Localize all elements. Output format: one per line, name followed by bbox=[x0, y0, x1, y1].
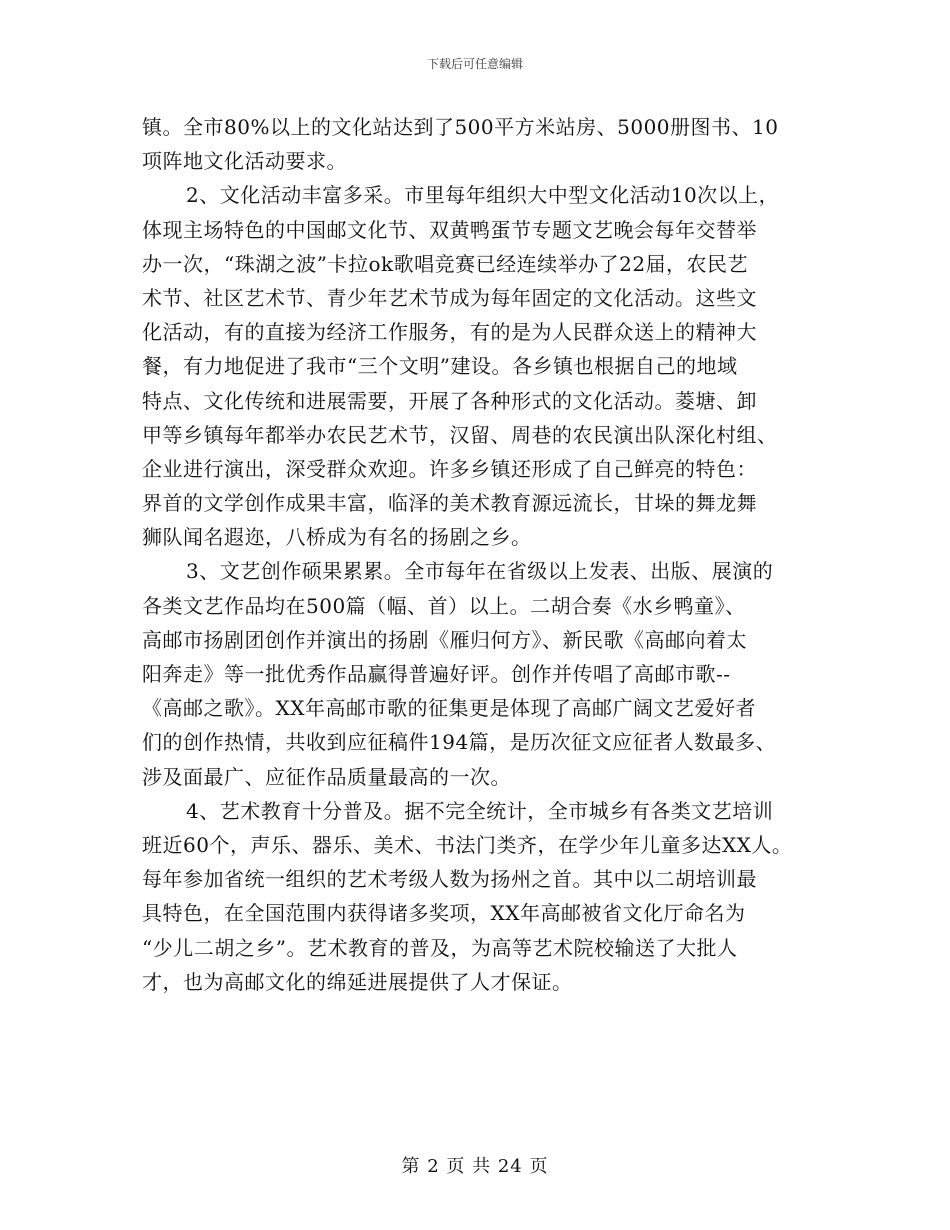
body-line: 具特色，在全国范围内获得诸多奖项，XX年高邮被省文化厅命名为 bbox=[142, 901, 746, 926]
paragraph-start-line: 3、文艺创作硕果累累。全市每年在省级以上发表、出版、展演的 bbox=[186, 559, 774, 584]
body-line: 化活动，有的直接为经济工作服务，有的是为人民群众送上的精神大 bbox=[142, 320, 757, 345]
page-number-footer: 第 2 页 共 24 页 bbox=[401, 1156, 549, 1177]
body-line: 项阵地文化活动要求。 bbox=[142, 149, 347, 174]
body-line: 班近60个，声乐、器乐、美术、书法门类齐，在学少年儿童多达XX人。 bbox=[142, 832, 793, 857]
body-line: 们的创作热情，共收到应征稿件194篇，是历次征文应征者人数最多、 bbox=[142, 730, 777, 755]
body-line: 各类文艺作品均在500篇（幅、首）以上。二胡合奏《水乡鸭童》、 bbox=[142, 593, 746, 618]
body-line: 狮队闻名遐迩，八桥成为有名的扬剧之乡。 bbox=[142, 525, 532, 550]
body-line: 界首的文学创作成果丰富，临泽的美术教育源远流长，甘垛的舞龙舞 bbox=[142, 491, 757, 516]
paragraph-start-line: 4、艺术教育十分普及。据不完全统计，全市城乡有各类文艺培训 bbox=[186, 798, 774, 823]
body-line: 术节、社区艺术节、青少年艺术节成为每年固定的文化活动。这些文 bbox=[142, 285, 757, 310]
body-line: “少儿二胡之乡”。艺术教育的普及，为高等艺术院校输送了大批人 bbox=[142, 935, 738, 960]
body-line: 每年参加省统一组织的艺术考级人数为扬州之首。其中以二胡培训最 bbox=[142, 867, 757, 892]
body-line: 才，也为高邮文化的绵延进展提供了人才保证。 bbox=[142, 969, 573, 994]
paragraph-start-line: 2、文化活动丰富多采。市里每年组织大中型文化活动10次以上， bbox=[186, 183, 780, 208]
body-line: 高邮市扬剧团创作并演出的扬剧《雁归何方》、新民歌《高邮向着太 bbox=[142, 627, 747, 652]
document-body bbox=[142, 110, 812, 999]
body-line: 阳奔走》等一批优秀作品赢得普遍好评。创作并传唱了高邮市歌-- bbox=[142, 662, 731, 686]
body-line: 体现主场特色的中国邮文化节、双黄鸭蛋节专题文艺晚会每年交替举 bbox=[142, 217, 757, 242]
body-line: 镇。全市80%以上的文化站达到了500平方米站房、5000册图书、10 bbox=[142, 115, 779, 139]
body-line: 特点、文化传统和进展需要，开展了各种形式的文化活动。菱塘、卸 bbox=[142, 388, 757, 413]
body-line: 涉及面最广、应征作品质量最高的一次。 bbox=[142, 764, 511, 789]
page-header: 下载后可任意编辑 bbox=[426, 57, 523, 71]
body-line: 办一次，“珠湖之波”卡拉ok歌唱竞赛已经连续举办了22届，农民艺 bbox=[142, 251, 749, 276]
body-line: 甲等乡镇每年都举办农民艺术节，汉留、周巷的农民演出队深化村组、 bbox=[142, 422, 778, 447]
body-line: 企业进行演出，深受群众欢迎。许多乡镇还形成了自己鲜亮的特色： bbox=[142, 456, 757, 481]
body-line: 餐，有力地促进了我市“三个文明”建设。各乡镇也根据自己的地域 bbox=[142, 354, 738, 379]
body-line: 《高邮之歌》。XX年高邮市歌的征集更是体现了高邮广阔文艺爱好者 bbox=[142, 696, 756, 721]
